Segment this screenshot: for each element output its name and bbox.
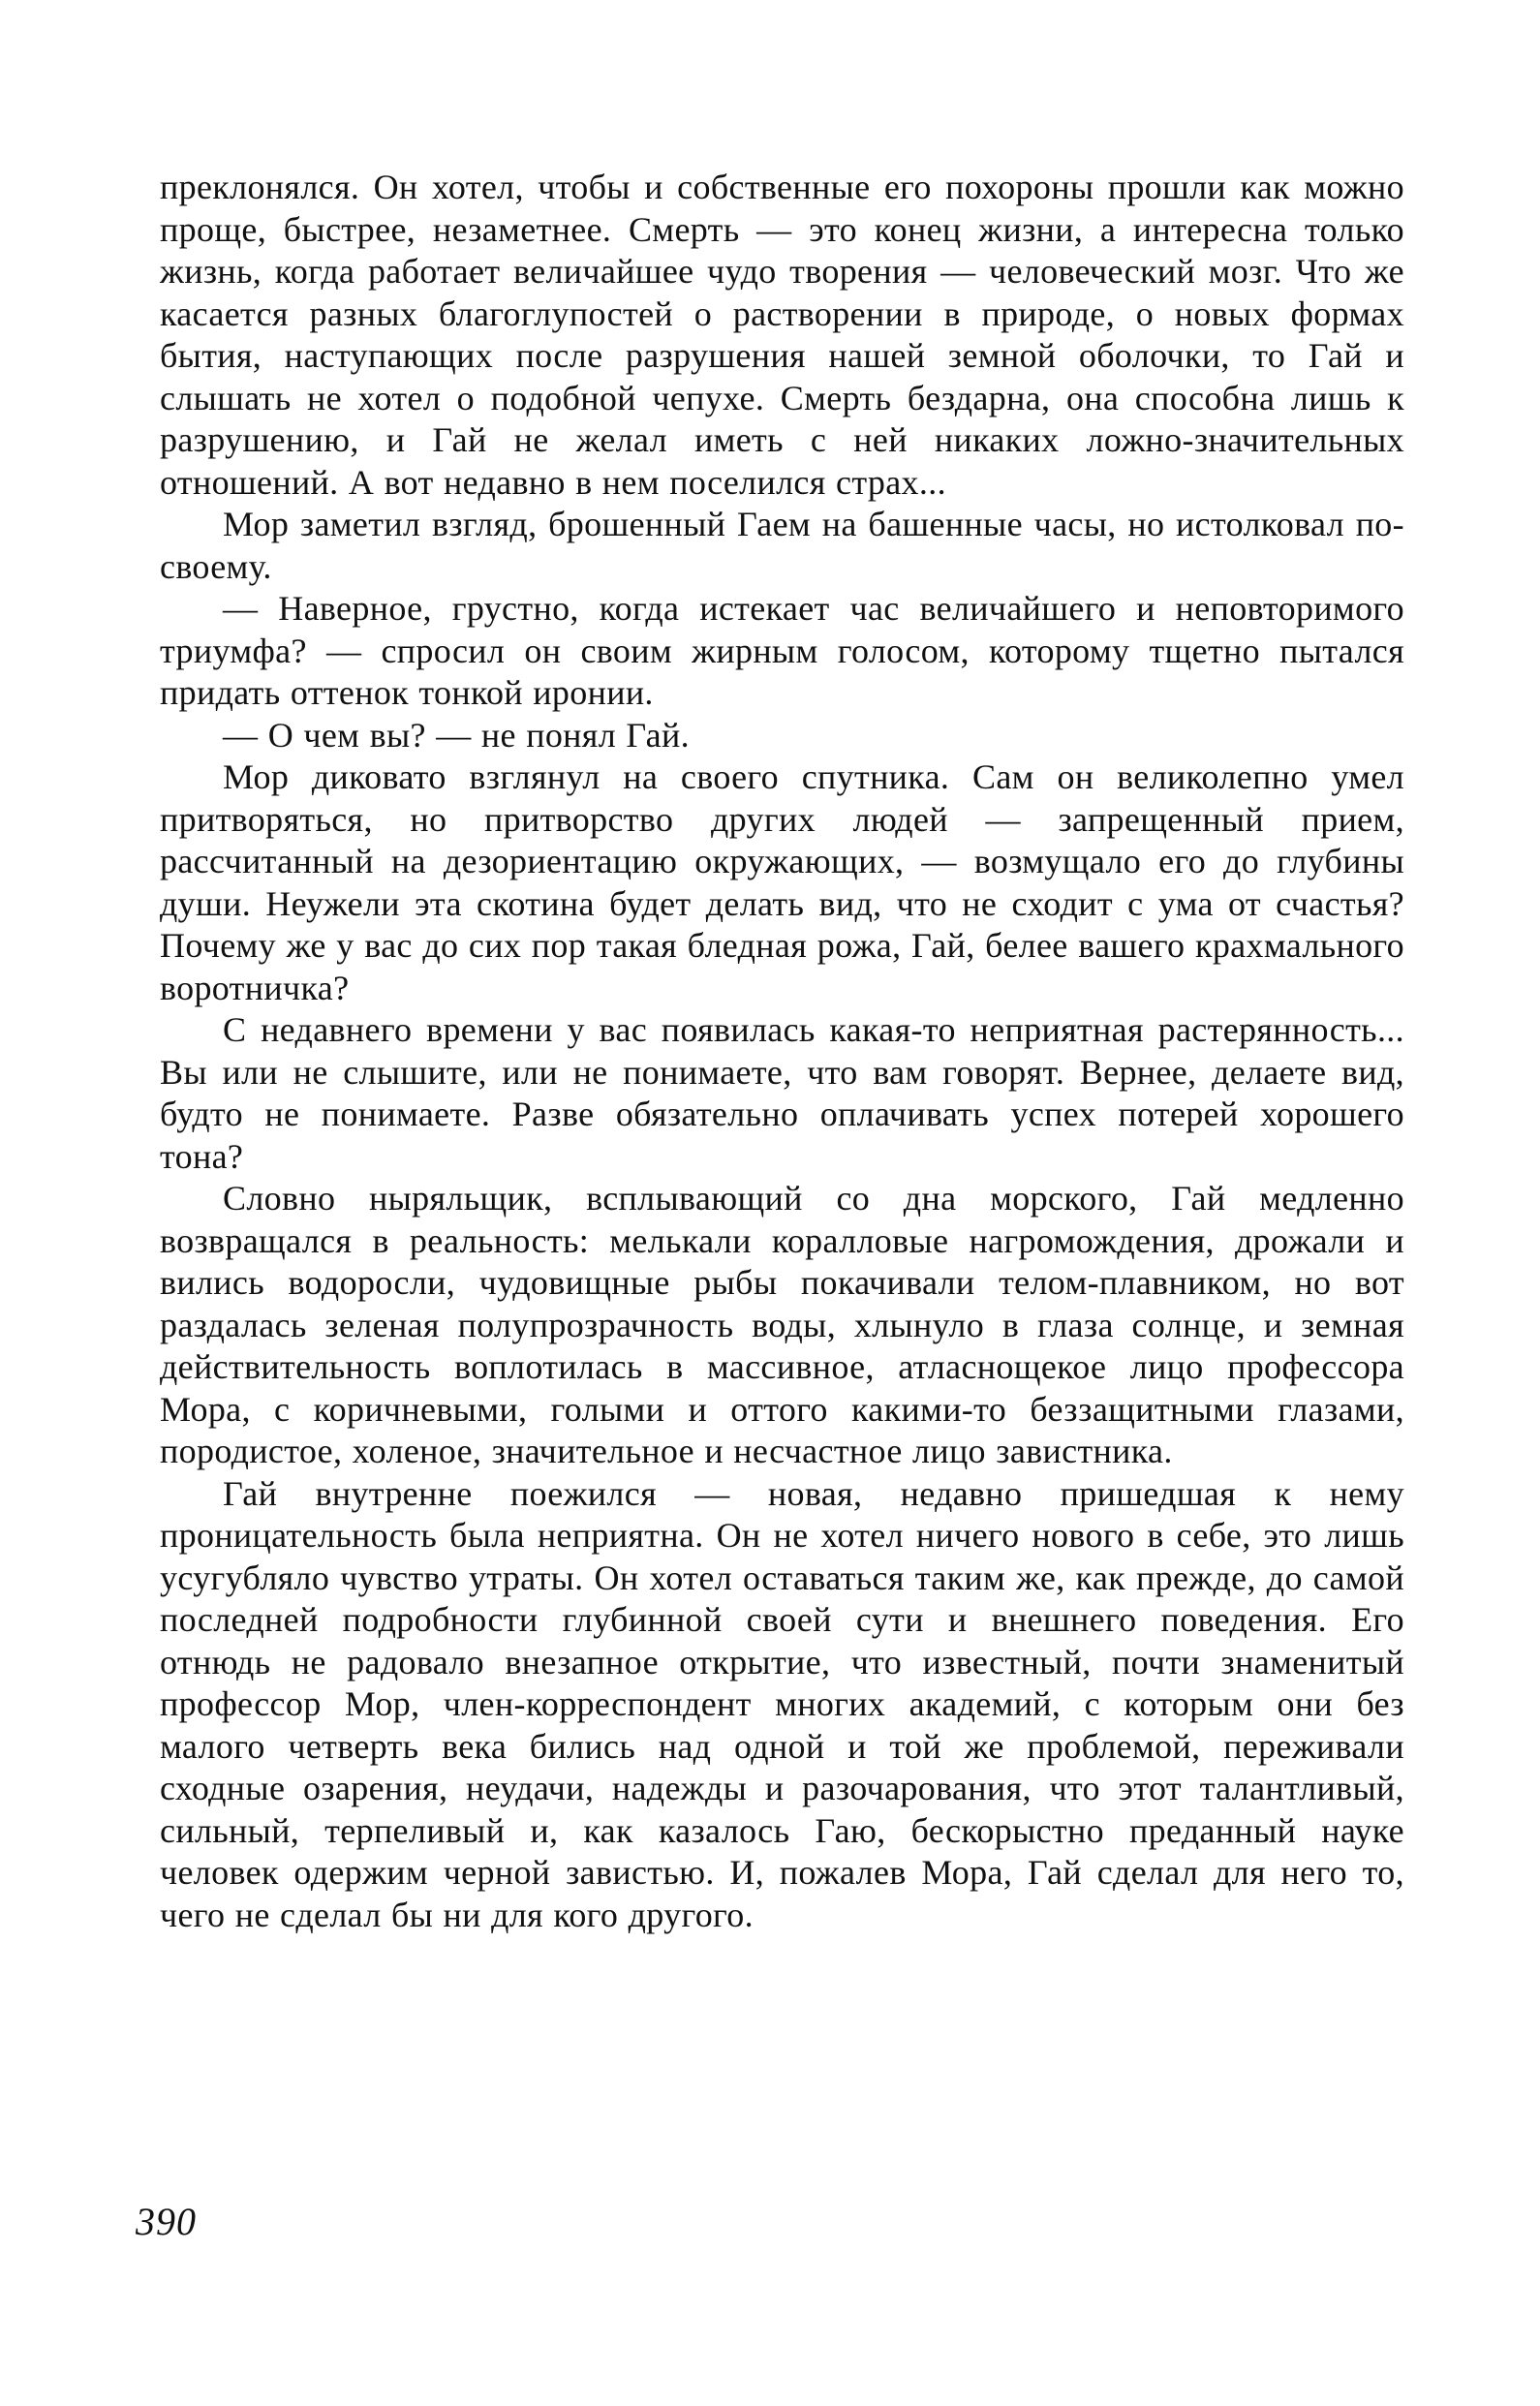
paragraph-6: С недавнего времени у вас появилась какая-то неприятная растерянность... Вы или не слышите, или не понимаете, что вам говорят. Вернее, делаете вид, будто не понимаете. Разве обязательно оплачивать успех потерей хорошего тона? [160,1010,1404,1176]
paragraph-3: — Наверное, грустно, когда истекает час величайшего и неповторимого триумфа? — спросил он своим жирным голосом, которому тщетно пытался придать оттенок тонкой иронии. [160,589,1404,712]
body-text [160,167,1404,1936]
paragraph-7: Словно ныряльщик, всплывающий со дна морского, Гай медленно возвращался в реальность: мелькали коралловые нагромождения, дрожали и вились водоросли, чудовищные рыбы покачивали телом-плавником, но вот раздалась зеленая полупрозрачность воды, хлынуло в глаза солнце, и земная действительность воплотилась в массивное, атласнощекое лицо профессора Мора, с коричневыми, голыми и оттого какими-то беззащитными глазами, породистое, холеное, значительное и несчастное лицо завистника. [160,1179,1404,1470]
paragraph-8: Гай внутренне поежился — новая, недавно пришедшая к нему проницательность была неприятна. Он не хотел ничего нового в себе, это лишь усугубляло чувство утраты. Он хотел оставаться таким же, как прежде, до самой последней подробности глубинной своей сути и внешнего поведения. Его отнюдь не радовало внезапное открытие, что известный, почти знаменитый профессор Мор, член-корреспондент многих академий, с которым они без малого четверть века бились над одной и той же проблемой, переживали сходные озарения, неудачи, надежды и разочарования, что этот талантливый, сильный, терпеливый и, как казалось Гаю, бескорыстно преданный науке человек одержим черной завистью. И, пожалев Мора, Гай сделал для него то, чего не сделал бы ни для кого другого. [160,1473,1404,1934]
paragraph-2: Мор заметил взгляд, брошенный Гаем на башенные часы, но истолковал по-своему. [160,505,1404,586]
paragraph-4: — О чем вы? — не понял Гай. [223,715,690,755]
page-number: 390 [136,2200,197,2243]
paragraph-1: преклонялся. Он хотел, чтобы и собственные его похороны прошли как можно проще, быстрее, незаметнее. Смерть — это конец жизни, а интересна только жизнь, когда работает величайшее чудо творения — человеческий мозг. Что же касается разных благоглупостей о растворении в природе, о новых формах бытия, наступающих после разрушения нашей земной оболочки, то Гай и слышать не хотел о подобной чепухе. Смерть бездарна, она способна лишь к разрушению, и Гай не желал иметь с ней никаких ложно-значительных отношений. А вот недавно в нем поселился страх... [160,168,1404,502]
paragraph-5: Мор диковато взглянул на своего спутника. Сам он великолепно умел притворяться, но притворство других людей — запрещенный прием, рассчитанный на дезориентацию окружающих, — возмущало его до глубины души. Неужели эта скотина будет делать вид, что не сходит с ума от счастья? Почему же у вас до сих пор такая бледная рожа, Гай, белее вашего крахмального воротничка? [160,757,1404,1007]
